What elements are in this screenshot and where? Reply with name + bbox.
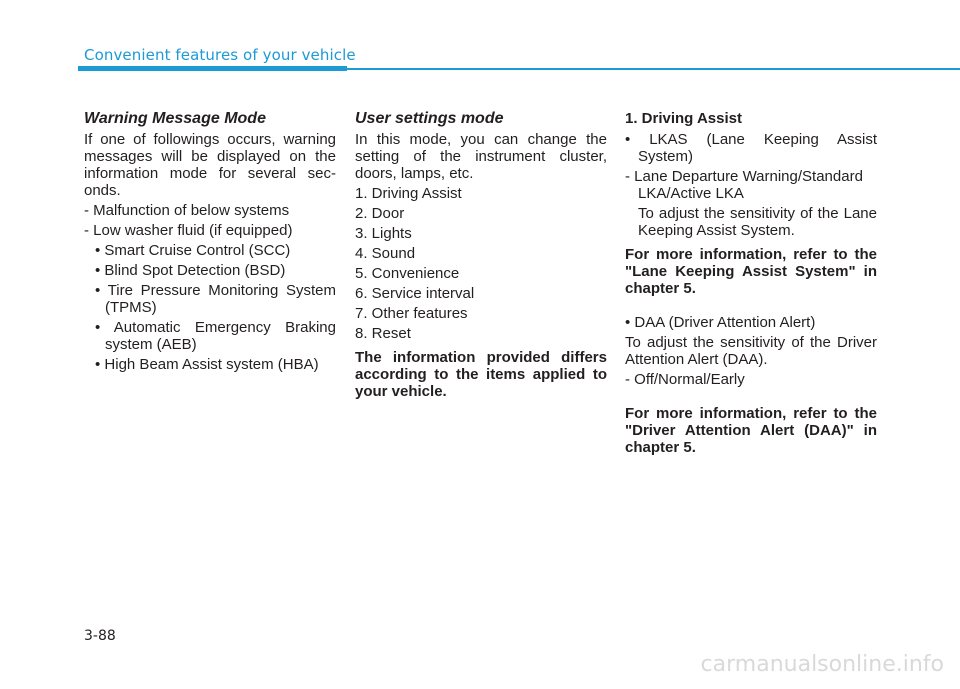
user-settings-intro: In this mode, you can change the setting of the instrument cluster, doors, lamps, etc.	[355, 131, 607, 182]
bullet-hba: • High Beam Assist system (HBA)	[95, 356, 319, 373]
user-settings-mode-heading: User settings mode	[355, 110, 504, 127]
driving-assist-title: 1. Driving Assist	[625, 110, 742, 127]
bullet-scc: • Smart Cruise Control (SCC)	[95, 242, 291, 259]
header-rule-line	[347, 68, 960, 70]
lkas-description: To adjust the sensitivity of the Lane Keeping Assist System.	[638, 205, 877, 239]
watermark: carmanualsonline.info	[700, 652, 944, 677]
page-number: 3-88	[84, 628, 116, 644]
bullet-aeb: • Automatic Emergency Braking system (AEB)	[95, 319, 336, 353]
list-item: 7. Other features	[355, 305, 468, 322]
daa-reference: For more information, refer to the "Driver Attention Alert (DAA)" in chapter 5.	[625, 405, 877, 456]
dash-item-washer-fluid: - Low washer fluid (if equipped)	[84, 222, 293, 239]
list-item: 3. Lights	[355, 225, 412, 242]
warning-message-intro: If one of followings occurs, warning messages will be displayed on the information mode for several sec-onds.	[84, 131, 336, 199]
daa-options: - Off/Normal/Early	[625, 371, 745, 388]
list-item: 6. Service interval	[355, 285, 475, 302]
daa-description: To adjust the sensitivity of the Driver Attention Alert (DAA).	[625, 334, 877, 368]
column-driving-assist	[625, 109, 877, 459]
bullet-tpms: • Tire Pressure Monitoring System (TPMS)	[95, 282, 336, 316]
list-item: 4. Sound	[355, 245, 416, 262]
dash-item-malfunction: - Malfunction of below systems	[84, 202, 290, 219]
list-item: 2. Door	[355, 205, 405, 222]
column-user-settings-mode	[355, 109, 607, 403]
header-accent-bar	[78, 66, 347, 71]
user-settings-note: The information provided differs according to the items applied to your vehicle.	[355, 349, 607, 400]
spacer	[625, 391, 877, 405]
warning-message-mode-heading: Warning Message Mode	[84, 110, 266, 127]
list-item: 8. Reset	[355, 325, 411, 342]
section-header-title: Convenient features of your vehicle	[84, 46, 356, 64]
spacer	[625, 300, 877, 314]
list-item: 5. Convenience	[355, 265, 460, 282]
dash-lane-departure: - Lane Departure Warning/Standard LKA/Active LKA	[625, 168, 863, 202]
list-item: 1. Driving Assist	[355, 185, 462, 202]
bullet-lkas: • LKAS (Lane Keeping Assist System)	[625, 131, 877, 165]
bullet-daa: • DAA (Driver Attention Alert)	[625, 314, 816, 331]
lkas-reference: For more information, refer to the "Lane Keeping Assist System" in chapter 5.	[625, 246, 877, 297]
column-warning-message-mode	[84, 109, 336, 376]
bullet-bsd: • Blind Spot Detection (BSD)	[95, 262, 286, 279]
